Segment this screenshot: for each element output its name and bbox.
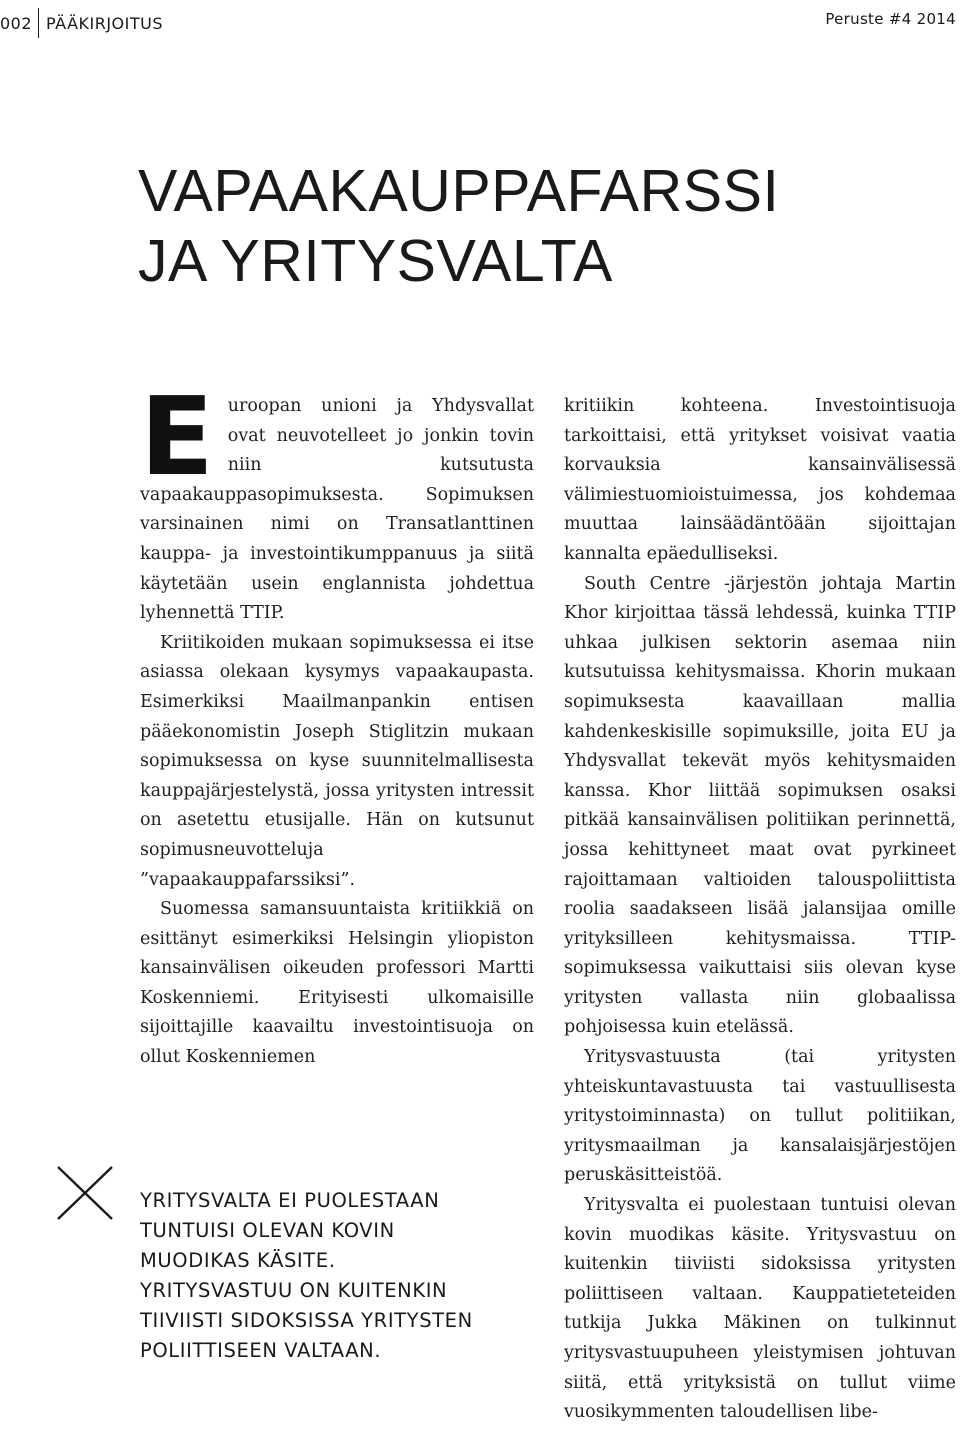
pull-quote-line: TIIVIISTI SIDOKSISSA YRITYSTEN	[140, 1309, 473, 1332]
paragraph: Suomessa samansuuntaista kritiikkiä on esittänyt esimerkiksi Helsingin yliopiston kansainvälisen oikeuden professori Martti Koskenniemi. Erityisesti ulkomaisille sijoittajille kaavailtu investointisuoja on ollut Koskenniemen	[140, 899, 534, 1068]
paragraph: Kriitikoiden mukaan sopimuksessa ei itse asiassa olekaan kysymys vapaakaupasta. Esimerkiksi Maailmanpankin entisen pääekonomistin Joseph Stiglitzin mukaan sopimuksessa on kyse suunnitelmallisesta kauppajärjestelystä, jossa yritysten intressit on asetettu etusijalle. Hän on kutsunut sopimusneuvotteluja ”vapaakauppafarssiksi”.	[140, 632, 534, 890]
paragraph: Yritysvastuusta (tai yritysten yhteiskuntavastuusta tai vastuullisesta yritystoiminnasta) on tullut politiikan, yritysmaailman ja kansalaisjärjestöjen peruskäsitteistöä.	[564, 1047, 956, 1186]
pull-quote	[140, 1186, 473, 1366]
paragraph: Yritysvalta ei puolestaan tuntuisi olevan kovin muodikas käsite. Yritysvastuu on kuitenkin tiiviisti sidoksissa yritysten poliittiseen valtaan. Kauppatieteteiden tutkija Jukka Mäkinen on tulkinnut yritysvastuupuheen yleistymisen johtuvan siitä, että yrityksistä on tullut viime vuosikymmenten taloudellisen libe-	[564, 1195, 956, 1423]
article-column-right	[564, 392, 956, 1428]
pull-quote-line: MUODIKAS KÄSITE.	[140, 1249, 336, 1272]
title-line-1: VAPAAKAUPPAFARSSI	[138, 158, 780, 224]
drop-cap: E	[140, 375, 214, 500]
section-label: PÄÄKIRJOITUS	[46, 13, 164, 33]
pull-quote-line: YRITYSVALTA EI PUOLESTAAN	[140, 1189, 440, 1212]
running-header-left	[0, 8, 163, 38]
cross-icon	[56, 1165, 114, 1221]
issue-label: Peruste #4 2014	[825, 10, 956, 28]
paragraph: kritiikin kohteena. Investointisuoja tarkoittaisi, että yritykset voisivat vaatia korvauksia kansainvälisessä välimiestuomioistuimessa, jos kohdemaa muuttaa lainsäädäntöään sijoittajan kannalta epäedulliseksi.	[564, 396, 956, 564]
article-column-left	[140, 375, 534, 1073]
title-line-2: JA YRITYSVALTA	[138, 228, 613, 294]
pull-quote-line: TUNTUISI OLEVAN KOVIN	[140, 1219, 395, 1242]
paragraph: South Centre -järjestön johtaja Martin Khor kirjoittaa tässä lehdessä, kuinka TTIP uhkaa julkisen sektorin asemaa niin kutsutuissa kehitysmaissa. Khorin mukaan sopimuksesta kaavaillaan mallia kahdenkeskisille sopimuksille, joita EU ja Yhdysvallat tekevät myös kehitysmaiden kanssa. Khor liittää sopimuksen osaksi pitkää kansainvälisen politiikan perinnettä, jossa kehittyneet maat ovat pyrkineet rajoittamaan valtioiden talouspoliittista roolia saadakseen lisää jalansijaa omille yrityksilleen kehitysmaissa. TTIP-sopimuksessa vaikuttaisi siis olevan kyse yritysten vallasta niin globaalissa pohjoisessa kuin etelässä.	[564, 573, 956, 1038]
paragraph: uroopan unioni ja Yhdysvallat ovat neuvotelleet jo jonkin tovin niin kutsutusta vapaakauppasopimuksesta. Sopimuksen varsinainen nimi on Transatlanttinen kauppa- ja investointikumppanuus ja siitä käytetään usein englannista johdettua lyhennettä TTIP.	[140, 396, 534, 624]
article-title	[138, 156, 779, 296]
pull-quote-line: POLIITTISEEN VALTAAN.	[140, 1339, 382, 1362]
header-divider	[38, 8, 39, 38]
page-number: 002	[0, 13, 33, 33]
pull-quote-line: YRITYSVASTUU ON KUITENKIN	[140, 1279, 448, 1302]
